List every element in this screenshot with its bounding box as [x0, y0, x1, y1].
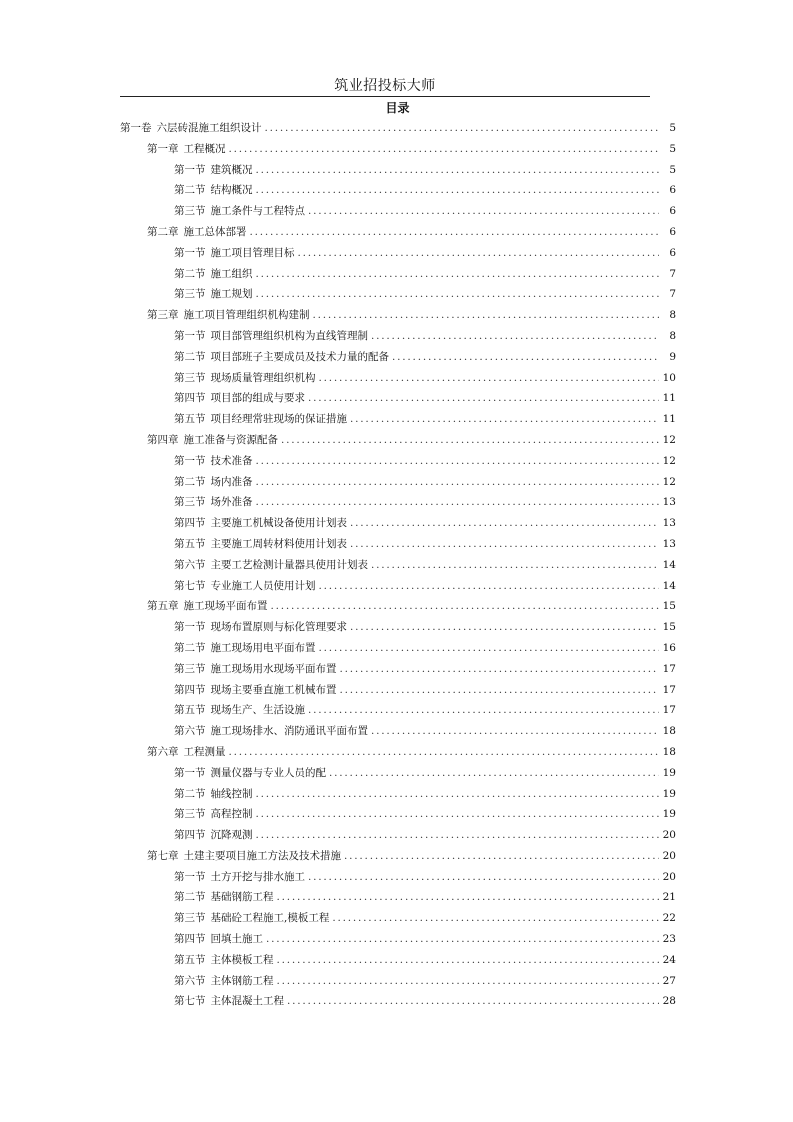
- toc-dot-leader: [256, 492, 660, 513]
- toc-entry-number: 第二章: [147, 225, 179, 238]
- toc-entry-title: 基础钢筋工程: [210, 891, 274, 904]
- toc-entry-title: 基础砼工程施工,模板工程: [210, 912, 330, 925]
- toc-entry-title: 六层砖混施工组织设计: [156, 122, 262, 134]
- toc-dot-leader: [229, 742, 660, 763]
- toc-entry-number: 第一节: [174, 870, 206, 883]
- toc-entry-title: 土方开挖与排水施工: [210, 870, 305, 883]
- toc-entry-number: 第七章: [147, 849, 179, 862]
- toc-entry-page-number: 6: [669, 184, 676, 197]
- toc-entry-page-number: 20: [662, 849, 676, 862]
- toc-entry-page-number: 8: [669, 329, 676, 342]
- toc-entry-chapter[interactable]: [120, 305, 676, 326]
- toc-dot-leader: [266, 929, 659, 950]
- toc-dot-leader: [308, 700, 659, 721]
- toc-dot-leader: [277, 950, 660, 971]
- toc-entry-number: 第三节: [174, 912, 206, 925]
- toc-entry-title: 主体混凝土工程: [210, 995, 284, 1008]
- toc-dot-leader: [350, 617, 659, 638]
- toc-entry-title: 施工现场排水、消防通讯平面布置: [210, 725, 368, 738]
- toc-entry-section[interactable]: [120, 659, 676, 680]
- toc-entry-title: 高程控制: [210, 808, 253, 821]
- toc-entry-title: 技术准备: [210, 454, 253, 467]
- toc-entry-section[interactable]: [120, 180, 676, 201]
- toc-entry-section[interactable]: [120, 887, 676, 908]
- toc-dot-leader: [256, 264, 660, 285]
- toc-entry-title: 建筑概况: [210, 163, 253, 176]
- toc-entry-section[interactable]: [120, 784, 676, 805]
- toc-entry-section[interactable]: [120, 492, 676, 513]
- toc-entry-number: 第二节: [174, 891, 206, 904]
- toc-entry-page-number: 6: [669, 246, 676, 259]
- toc-entry-section[interactable]: [120, 472, 676, 493]
- toc-entry-section[interactable]: [120, 368, 676, 389]
- toc-entry-page-number: 19: [662, 808, 676, 821]
- toc-entry-number: 第四节: [174, 933, 206, 946]
- toc-dot-leader: [371, 555, 659, 576]
- toc-entry-title: 结构概况: [210, 184, 253, 197]
- toc-entry-section[interactable]: [120, 347, 676, 368]
- toc-entry-section[interactable]: [120, 451, 676, 472]
- toc-entry-section[interactable]: [120, 534, 676, 555]
- toc-entry-title: 场外准备: [210, 496, 253, 509]
- toc-entry-page-number: 13: [662, 517, 676, 530]
- toc-entry-chapter[interactable]: [120, 139, 676, 160]
- toc-entry-page-number: 11: [662, 413, 676, 426]
- toc-entry-page-number: 18: [662, 725, 676, 738]
- toc-entry-page-number: 20: [662, 870, 676, 883]
- toc-entry-number: 第四节: [174, 683, 206, 696]
- toc-entry-number: 第三节: [174, 205, 206, 218]
- toc-entry-section[interactable]: [120, 638, 676, 659]
- toc-entry-title: 施工项目管理目标: [210, 246, 295, 259]
- toc-entry-number: 第二节: [174, 350, 206, 363]
- toc-entry-page-number: 18: [662, 745, 676, 758]
- toc-entry-title: 回填土施工: [210, 933, 263, 946]
- toc-dot-leader: [287, 991, 659, 1012]
- toc-dot-leader: [371, 326, 659, 347]
- toc-entry-section[interactable]: [120, 555, 676, 576]
- toc-entry-title: 施工现场用水现场平面布置: [210, 662, 337, 675]
- toc-entry-page-number: 17: [662, 683, 676, 696]
- toc-entry-number: 第一节: [174, 454, 206, 467]
- toc-entry-title: 项目部班子主要成员及技术力量的配备: [210, 350, 389, 363]
- toc-dot-leader: [319, 576, 660, 597]
- toc-entry-title: 主体钢筋工程: [210, 974, 274, 987]
- toc-entry-chapter[interactable]: [120, 846, 676, 867]
- toc-entry-title: 专业施工人员使用计划: [210, 579, 316, 592]
- toc-entry-title: 施工条件与工程特点: [210, 205, 305, 218]
- toc-entry-number: 第一节: [174, 329, 206, 342]
- toc-dot-leader: [319, 368, 660, 389]
- toc-entry-number: 第四节: [174, 392, 206, 405]
- toc-entry-chapter[interactable]: [120, 430, 676, 451]
- toc-entry-section[interactable]: [120, 388, 676, 409]
- toc-entry-page-number: 10: [662, 371, 676, 384]
- toc-dot-leader: [350, 534, 659, 555]
- toc-entry-number: 第三节: [174, 371, 206, 384]
- toc-dot-leader: [350, 513, 659, 534]
- toc-entry-title: 施工组织: [210, 267, 253, 280]
- toc-entry-section[interactable]: [120, 825, 676, 846]
- toc-entry-title: 场内准备: [210, 475, 253, 488]
- toc-entry-page-number: 13: [662, 496, 676, 509]
- toc-entry-title: 施工现场用电平面布置: [210, 641, 316, 654]
- toc-dot-leader: [281, 430, 659, 451]
- toc-entry-section[interactable]: [120, 700, 676, 721]
- toc-entry-section[interactable]: [120, 201, 676, 222]
- toc-entry-number: 第一节: [174, 621, 206, 634]
- toc-dot-leader: [340, 680, 660, 701]
- toc-entry-section[interactable]: [120, 409, 676, 430]
- toc-entry-page-number: 23: [662, 933, 676, 946]
- toc-entry-number: 第五节: [174, 537, 206, 550]
- toc-entry-title: 土建主要项目施工方法及技术措施: [183, 849, 341, 862]
- toc-entry-section[interactable]: [120, 991, 676, 1012]
- toc-entry-section[interactable]: [120, 680, 676, 701]
- toc-entry-section[interactable]: [120, 513, 676, 534]
- header-divider: [120, 96, 650, 97]
- toc-title: 目录: [385, 101, 410, 115]
- toc-entry-page-number: 21: [662, 891, 676, 904]
- toc-entry-number: 第六节: [174, 558, 206, 571]
- toc-entry-number: 第七节: [174, 579, 206, 592]
- toc-dot-leader: [371, 721, 659, 742]
- toc-entry-section[interactable]: [120, 617, 676, 638]
- toc-entry-number: 第三章: [147, 309, 179, 322]
- toc-entry-section[interactable]: [120, 971, 676, 992]
- toc-entry-page-number: 22: [662, 912, 676, 925]
- toc-entry-title: 现场布置原则与标化管理要求: [210, 621, 347, 634]
- toc-entry-title: 项目部管理组织机构为直线管理制: [210, 329, 368, 342]
- toc-entry-page-number: 14: [662, 558, 676, 571]
- toc-entry-section[interactable]: [120, 576, 676, 597]
- toc-dot-leader: [308, 388, 659, 409]
- toc-entry-section[interactable]: [120, 950, 676, 971]
- toc-dot-leader: [256, 284, 660, 305]
- toc-entry-page-number: 19: [662, 787, 676, 800]
- toc-dot-leader: [340, 659, 660, 680]
- toc-entry-title: 施工准备与资源配备: [183, 433, 278, 446]
- toc-entry-number: 第三节: [174, 288, 206, 301]
- toc-entry-page-number: 11: [662, 392, 676, 405]
- toc-entry-page-number: 28: [662, 995, 676, 1008]
- toc-dot-leader: [308, 867, 659, 888]
- toc-dot-leader: [319, 638, 660, 659]
- toc-entry-page-number: 27: [662, 974, 676, 987]
- toc-entry-number: 第三节: [174, 662, 206, 675]
- toc-entry-number: 第五节: [174, 704, 206, 717]
- toc-entry-page-number: 15: [662, 621, 676, 634]
- toc-dot-leader: [229, 139, 660, 160]
- toc-entry-title: 项目部的组成与要求: [210, 392, 305, 405]
- toc-entry-section[interactable]: [120, 326, 676, 347]
- toc-dot-leader: [332, 908, 659, 929]
- toc-entry-chapter[interactable]: [120, 222, 676, 243]
- toc-dot-leader: [392, 347, 659, 368]
- toc-entry-number: 第四节: [174, 829, 206, 842]
- toc-entry-section[interactable]: [120, 908, 676, 929]
- toc-entry-number: 第二节: [174, 267, 206, 280]
- toc-dot-leader: [256, 472, 660, 493]
- page-header-title: 筑业招投标大师: [334, 78, 436, 94]
- toc-entry-title: 测量仪器与专业人员的配: [210, 766, 326, 779]
- toc-dot-leader: [298, 243, 660, 264]
- toc-entry-page-number: 7: [669, 288, 676, 301]
- toc-entry-page-number: 12: [662, 433, 676, 446]
- toc-entry-title: 施工项目管理组织机构建制: [183, 309, 310, 322]
- toc-entry-page-number: 8: [669, 309, 676, 322]
- toc-entry-section[interactable]: [120, 763, 676, 784]
- toc-entry-page-number: 13: [662, 537, 676, 550]
- toc-entry-section[interactable]: [120, 721, 676, 742]
- toc-entry-number: 第七节: [174, 995, 206, 1008]
- toc-entry-title: 主要施工机械设备使用计划表: [210, 517, 347, 530]
- toc-entry-number: 第四节: [174, 517, 206, 530]
- toc-entry-section[interactable]: [120, 867, 676, 888]
- toc-entry-page-number: 6: [669, 205, 676, 218]
- toc-entry-page-number: 9: [669, 350, 676, 363]
- toc-entry-section[interactable]: [120, 284, 676, 305]
- toc-entry-title: 现场质量管理组织机构: [210, 371, 316, 384]
- toc-entry-number: 第三节: [174, 808, 206, 821]
- toc-dot-leader: [277, 887, 660, 908]
- toc-dot-leader: [271, 596, 660, 617]
- toc-entry-title: 主体模板工程: [210, 953, 274, 966]
- toc-dot-leader: [256, 160, 660, 181]
- toc-dot-leader: [329, 763, 659, 784]
- toc-entry-chapter[interactable]: [120, 596, 676, 617]
- toc-entry-number: 第一节: [174, 246, 206, 259]
- toc-dot-leader: [313, 305, 660, 326]
- toc-dot-leader: [308, 201, 659, 222]
- toc-dot-leader: [265, 118, 660, 139]
- toc-entry-page-number: 17: [662, 704, 676, 717]
- toc-dot-leader: [256, 180, 660, 201]
- toc-entry-page-number: 5: [669, 142, 676, 155]
- toc-dot-leader: [256, 784, 660, 805]
- toc-entry-section[interactable]: [120, 264, 676, 285]
- toc-entry-page-number: 14: [662, 579, 676, 592]
- toc-entry-page-number: 24: [662, 953, 676, 966]
- toc-entry-number: 第一卷: [120, 122, 152, 134]
- toc-entry-number: 第六章: [147, 745, 179, 758]
- toc-entry-number: 第五节: [174, 413, 206, 426]
- toc-entry-section[interactable]: [120, 160, 676, 181]
- toc-entry-title: 项目经理常驻现场的保证措施: [210, 413, 347, 426]
- toc-entry-title: 工程概况: [183, 142, 226, 155]
- toc-entry-title: 现场主要垂直施工机械布置: [210, 683, 337, 696]
- toc-dot-leader: [277, 971, 660, 992]
- toc-entry-number: 第三节: [174, 496, 206, 509]
- toc-entry-page-number: 15: [662, 600, 676, 613]
- toc-entry-number: 第五章: [147, 600, 179, 613]
- toc-entry-number: 第二节: [174, 787, 206, 800]
- toc-dot-leader: [350, 409, 659, 430]
- toc-entry-section[interactable]: [120, 804, 676, 825]
- toc-entry-title: 工程测量: [183, 745, 226, 758]
- toc-entry-volume[interactable]: [120, 118, 676, 139]
- toc-entry-title: 沉降观测: [210, 829, 253, 842]
- table-of-contents: [120, 118, 676, 1012]
- toc-dot-leader: [250, 222, 660, 243]
- toc-entry-title: 主要施工周转材料使用计划表: [210, 537, 347, 550]
- toc-dot-leader: [256, 804, 660, 825]
- toc-entry-number: 第六节: [174, 725, 206, 738]
- toc-dot-leader: [256, 825, 660, 846]
- toc-entry-page-number: 16: [662, 641, 676, 654]
- toc-entry-title: 轴线控制: [210, 787, 253, 800]
- toc-entry-title: 施工规划: [210, 288, 253, 301]
- toc-entry-number: 第五节: [174, 953, 206, 966]
- toc-entry-page-number: 7: [669, 267, 676, 280]
- toc-entry-page-number: 17: [662, 662, 676, 675]
- toc-entry-title: 主要工艺检测计量器具使用计划表: [210, 558, 368, 571]
- toc-entry-page-number: 12: [662, 475, 676, 488]
- toc-entry-number: 第一节: [174, 766, 206, 779]
- toc-entry-page-number: 5: [669, 163, 676, 176]
- toc-entry-section[interactable]: [120, 929, 676, 950]
- toc-entry-page-number: 5: [669, 122, 676, 134]
- toc-entry-page-number: 6: [669, 225, 676, 238]
- toc-entry-number: 第一节: [174, 163, 206, 176]
- toc-dot-leader: [344, 846, 659, 867]
- toc-entry-title: 现场生产、生活设施: [210, 704, 305, 717]
- toc-entry-number: 第一章: [147, 142, 179, 155]
- toc-entry-title: 施工总体部署: [183, 225, 247, 238]
- toc-entry-title: 施工现场平面布置: [183, 600, 268, 613]
- toc-entry-number: 第四章: [147, 433, 179, 446]
- toc-entry-page-number: 12: [662, 454, 676, 467]
- toc-entry-section[interactable]: [120, 243, 676, 264]
- toc-entry-number: 第二节: [174, 475, 206, 488]
- toc-entry-page-number: 20: [662, 829, 676, 842]
- toc-entry-chapter[interactable]: [120, 742, 676, 763]
- toc-entry-number: 第六节: [174, 974, 206, 987]
- toc-entry-number: 第二节: [174, 641, 206, 654]
- toc-entry-page-number: 19: [662, 766, 676, 779]
- toc-dot-leader: [256, 451, 660, 472]
- toc-entry-number: 第二节: [174, 184, 206, 197]
